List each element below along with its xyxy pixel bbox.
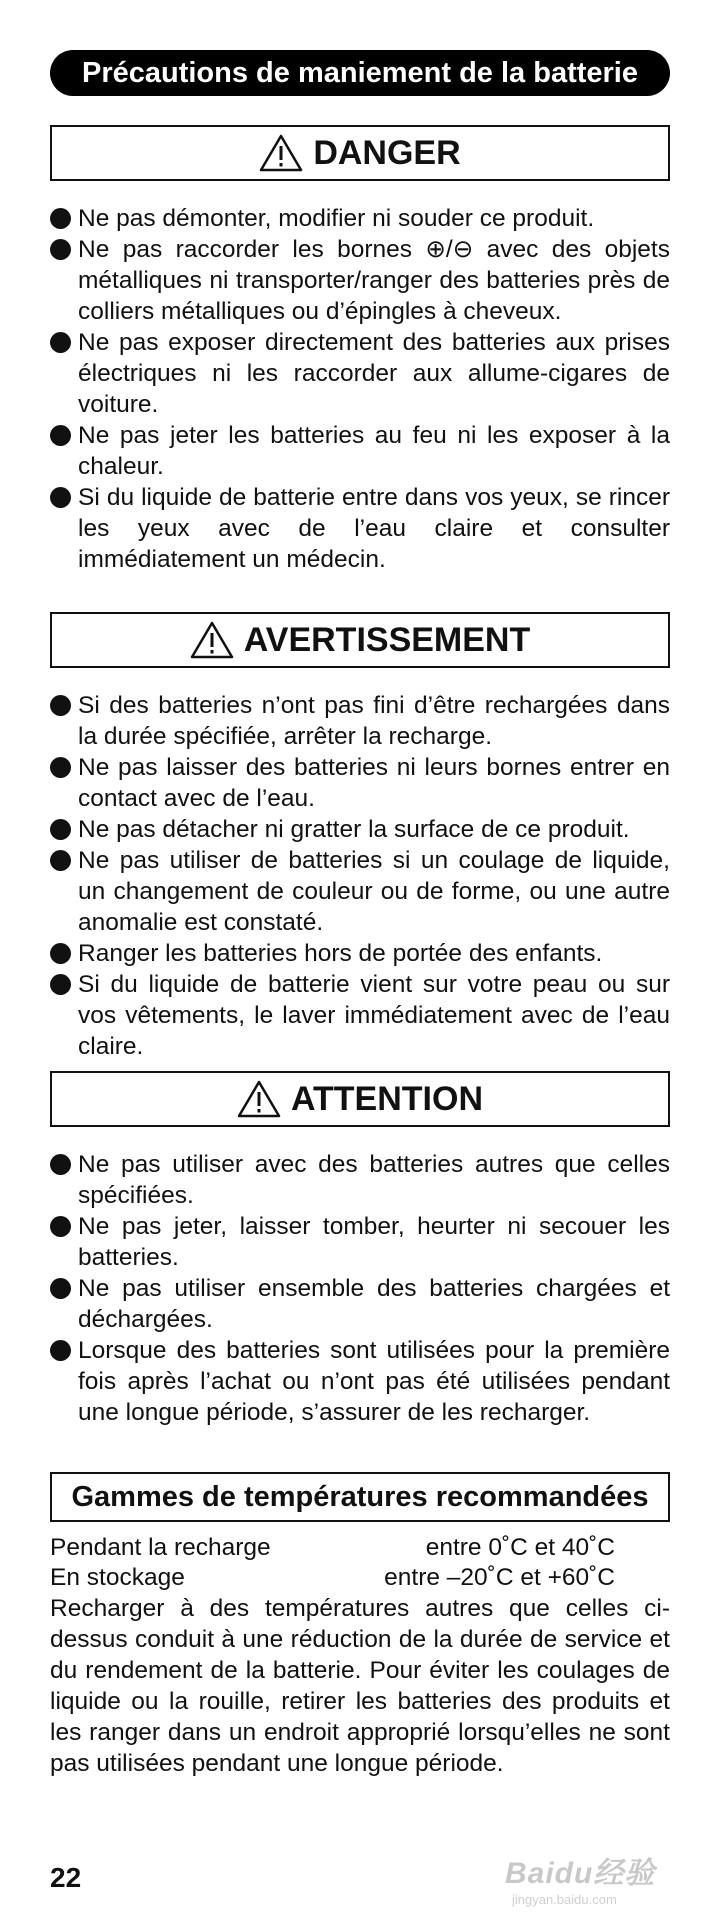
bullet-icon (50, 1216, 71, 1237)
list-item: Ne pas démonter, modifier ni souder ce produit. (50, 203, 670, 234)
list-item: Ne pas jeter, laisser tomber, heurter ni secouer les batteries. (50, 1211, 670, 1273)
list-item: Ne pas utiliser de batteries si un coulage de liquide, un changement de couleur ou de forme, ou une autre anomalie est constaté. (50, 845, 670, 938)
list-item: Ne pas utiliser avec des batteries autres que celles spécifiées. (50, 1149, 670, 1211)
list-item: Ne pas jeter les batteries au feu ni les exposer à la chaleur. (50, 420, 670, 482)
charging-value: entre 0˚C et 40˚C (425, 1534, 615, 1561)
storage-value: entre –20˚C et +60˚C (384, 1564, 615, 1591)
watermark-url: jingyan.baidu.com (512, 1892, 617, 1907)
storage-label: En stockage (50, 1564, 185, 1591)
bullet-icon (50, 425, 71, 446)
bullet-icon (50, 239, 71, 260)
list-item: Ne pas détacher ni gratter la surface de ce produit. (50, 814, 670, 845)
warning-list (50, 690, 670, 1062)
bullet-icon (50, 943, 71, 964)
temperature-note: Recharger à des températures autres que celles ci-dessus conduit à une réduction de la durée de service et du rendement de la batterie. Pour éviter les coulages de liquide ou la rouille, retirer les batteries des produits et les ranger dans un endroit approprié lorsqu’elles ne sont pas utilisées pendant une longue période. (50, 1595, 670, 1777)
warning-triangle-icon (190, 620, 234, 660)
warning-triangle-icon (237, 1079, 281, 1119)
list-item: Lorsque des batteries sont utilisées pour la première fois après l’achat ou n’ont pas été utilisées pendant une longue période, s’assurer de les recharger. (50, 1335, 670, 1428)
temperature-heading: Gammes de températures recommandées (50, 1472, 670, 1522)
bullet-icon (50, 819, 71, 840)
list-item: Ne pas exposer directement des batteries aux prises électriques ni les raccorder aux allume-cigares de voiture. (50, 327, 670, 420)
bullet-icon (50, 695, 71, 716)
page-number: 22 (50, 1862, 82, 1893)
list-item: Si des batteries n’ont pas fini d’être rechargées dans la durée spécifiée, arrêter la recharge. (50, 690, 670, 752)
list-item: Ne pas utiliser ensemble des batteries chargées et déchargées. (50, 1273, 670, 1335)
list-item: Ranger les batteries hors de portée des enfants. (50, 938, 670, 969)
list-item: Ne pas laisser des batteries ni leurs bornes entrer en contact avec de l’eau. (50, 752, 670, 814)
bullet-icon (50, 332, 71, 353)
section-title: Précautions de maniement de la batterie (50, 50, 670, 96)
list-item: Si du liquide de batterie vient sur votre peau ou sur vos vêtements, le laver immédiatement avec de l’eau claire. (50, 969, 670, 1062)
caution-heading-box (50, 1071, 670, 1127)
charging-label: Pendant la recharge (50, 1534, 271, 1561)
list-item: Ne pas raccorder les bornes ⊕/⊖ avec des objets métalliques ni transporter/ranger des batteries près de colliers métalliques ou d’épingles à cheveux. (50, 234, 670, 327)
caution-heading: ATTENTION (290, 1079, 483, 1118)
list-item: Si du liquide de batterie entre dans vos yeux, se rincer les yeux avec de l’eau claire et consulter immédiatement un médecin. (50, 482, 670, 575)
caution-list (50, 1149, 670, 1428)
danger-list (50, 203, 670, 575)
bullet-icon (50, 1340, 71, 1361)
charging-temp-row (50, 1532, 670, 1563)
warning-triangle-icon (259, 133, 303, 173)
bullet-icon (50, 974, 71, 995)
bullet-icon (50, 850, 71, 871)
bullet-icon (50, 1278, 71, 1299)
warning-heading-box (50, 612, 670, 668)
watermark-logo: Baidu经验 (505, 1857, 656, 1890)
bullet-icon (50, 1154, 71, 1175)
bullet-icon (50, 757, 71, 778)
warning-heading: AVERTISSEMENT (243, 620, 531, 659)
storage-temp-row (50, 1562, 670, 1593)
danger-heading-box (50, 125, 670, 181)
bullet-icon (50, 208, 71, 229)
danger-heading: DANGER (313, 133, 461, 172)
bullet-icon (50, 487, 71, 508)
